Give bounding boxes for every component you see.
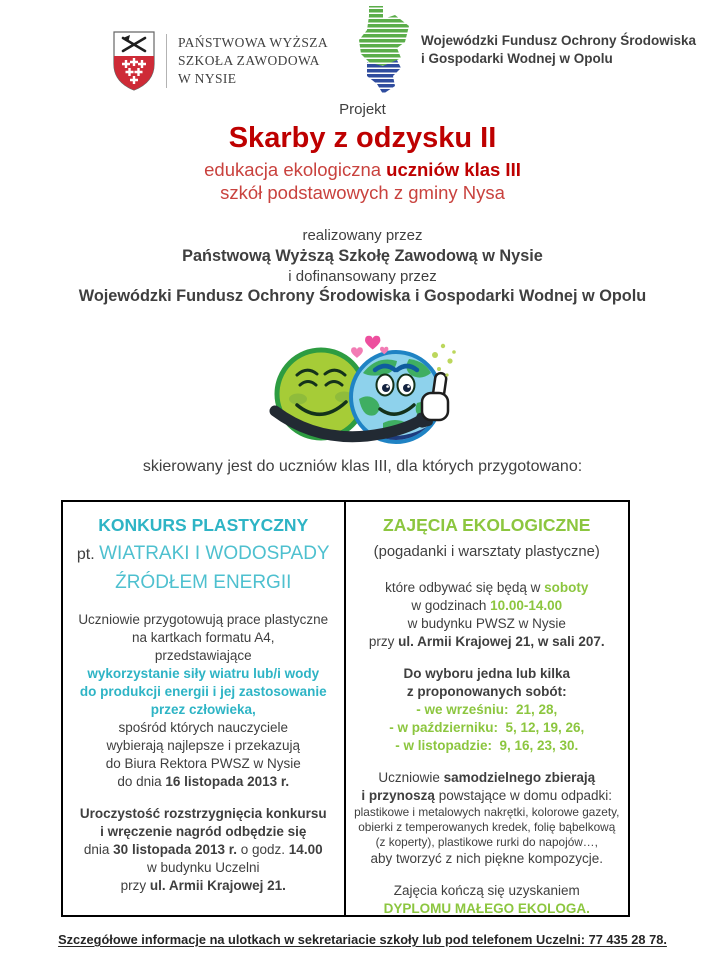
wfos-logo-text — [421, 32, 696, 68]
text-line: przez człowieka, — [150, 702, 256, 717]
text-line: w budynku Uczelni — [146, 860, 260, 875]
project-subtitle — [0, 158, 725, 204]
text-line: - w listopadzie: 9, 16, 23, 30. — [395, 738, 579, 753]
logo-divider — [166, 34, 167, 88]
text-line: (z koperty), plastikowe rurki do napojów…, — [375, 835, 598, 849]
text-line: edukacja ekologiczna uczniów klas III — [204, 159, 521, 180]
text-line: wybierają najlepsze i przekazują — [106, 738, 301, 753]
text-line: do Biura Rektora PWSZ w Nysie — [105, 756, 301, 771]
text-line: przy ul. Armii Krajowej 21. — [120, 878, 286, 893]
text-line: - w październiku: 5, 12, 19, 26, — [389, 720, 585, 735]
text-line: Wojewódzki Fundusz Ochrony Środowiska — [421, 33, 697, 48]
text-line: Zajęcia kończą się uzyskaniem — [393, 883, 580, 898]
text-line: szkół podstawowych z gminy Nysa — [220, 182, 505, 203]
text-line: spośród których nauczyciele — [118, 720, 289, 735]
footer-info-line: Szczegółowe informacje na ulotkach w sekretariacie szkoły lub pod telefonem Uczelni: 77 435 28 78. — [58, 932, 667, 947]
text-line: Państwową Wyższą Szkołę Zawodową w Nysie — [182, 246, 543, 265]
text-line: dnia 30 listopada 2013 r. o godz. 14.00 — [83, 842, 323, 857]
text-line: w godzinach 10.00-14.00 — [411, 598, 563, 613]
text-line: obierki z temperowanych kredek, folię bąbelkową — [358, 820, 616, 834]
opole-region-map-icon — [343, 4, 413, 96]
text-line: Uczniowie samodzielnego zbierają — [378, 770, 596, 785]
text-line: Do wyboru jedna lub kilka — [403, 666, 571, 681]
text-line: SZKOŁA ZAWODOWA — [178, 53, 320, 68]
text-line: i wręczenie nagród odbędzie się — [100, 824, 307, 839]
text-line: (pogadanki i warsztaty plastyczne) — [373, 544, 600, 560]
text-line: Wojewódzki Fundusz Ochrony Środowiska i Gospodarki Wodnej w Opolu — [78, 287, 647, 305]
text-line: pt. WIATRAKI I WODOSPADY — [76, 543, 330, 564]
text-line: plastikowe i metalowych nakrętki, kolorowe gazety, — [354, 805, 620, 819]
text-line: DYPLOMU MAŁEGO EKOLOGA. — [383, 901, 590, 915]
two-column-box — [61, 500, 630, 917]
text-line: z proponowanych sobót: — [406, 684, 567, 699]
text-line: ZAJĘCIA EKOLOGICZNE — [383, 515, 591, 535]
project-kicker: Projekt — [339, 101, 386, 118]
text-line: przy ul. Armii Krajowej 21, w sali 207. — [368, 634, 605, 649]
text-line: do produkcji energii i jej zastosowanie — [79, 684, 327, 699]
text-line: na kartkach formatu A4, — [131, 630, 275, 645]
text-line — [63, 597, 344, 611]
wfos-logo — [343, 4, 696, 96]
pwsz-logo-text — [178, 34, 328, 88]
text-line: aby tworzyć z nich piękne kompozycje. — [370, 851, 604, 866]
eco-classes-panel — [346, 502, 629, 915]
text-line — [346, 565, 629, 579]
text-line: PAŃSTWOWA WYŻSZA — [178, 35, 329, 50]
text-line: i przynoszą powstające w domu odpadki: — [361, 788, 613, 803]
text-line: wykorzystanie siły wiatru lub/i wody — [87, 666, 320, 681]
intro-line: skierowany jest do uczniów klas III, dla których przygotowano: — [142, 458, 583, 475]
text-line: W NYSIE — [178, 71, 237, 86]
text-line — [346, 755, 629, 769]
text-line: i dofinansowany przez — [288, 267, 437, 285]
text-line: przedstawiające — [154, 648, 252, 663]
text-line: KONKURS PLASTYCZNY — [98, 515, 309, 535]
globes-hugging-illustration — [267, 333, 459, 445]
pwsz-logo — [112, 30, 328, 92]
pwsz-crest-icon — [112, 30, 156, 92]
text-line — [346, 651, 629, 665]
text-line: ŹRÓDŁEM ENERGII — [115, 572, 292, 593]
text-line: do dnia 16 listopada 2013 r. — [117, 774, 290, 789]
organizers-block — [0, 226, 725, 307]
text-line: Uroczystość rozstrzygnięcia konkursu — [79, 806, 327, 821]
text-line: w budynku PWSZ w Nysie — [407, 616, 566, 631]
text-line: realizowany przez — [302, 227, 423, 244]
text-line: Uczniowie przygotowują prace plastyczne — [78, 612, 329, 627]
text-line: i Gospodarki Wodnej w Opolu — [421, 51, 613, 66]
text-line: które odbywać się będą w soboty — [385, 580, 589, 595]
title-block — [0, 100, 725, 204]
text-line: - we wrześniu: 21, 28, — [416, 702, 558, 717]
text-line — [63, 791, 344, 805]
project-title: Skarby z odzysku II — [228, 122, 497, 154]
art-contest-panel — [63, 502, 346, 915]
text-line — [346, 868, 629, 882]
